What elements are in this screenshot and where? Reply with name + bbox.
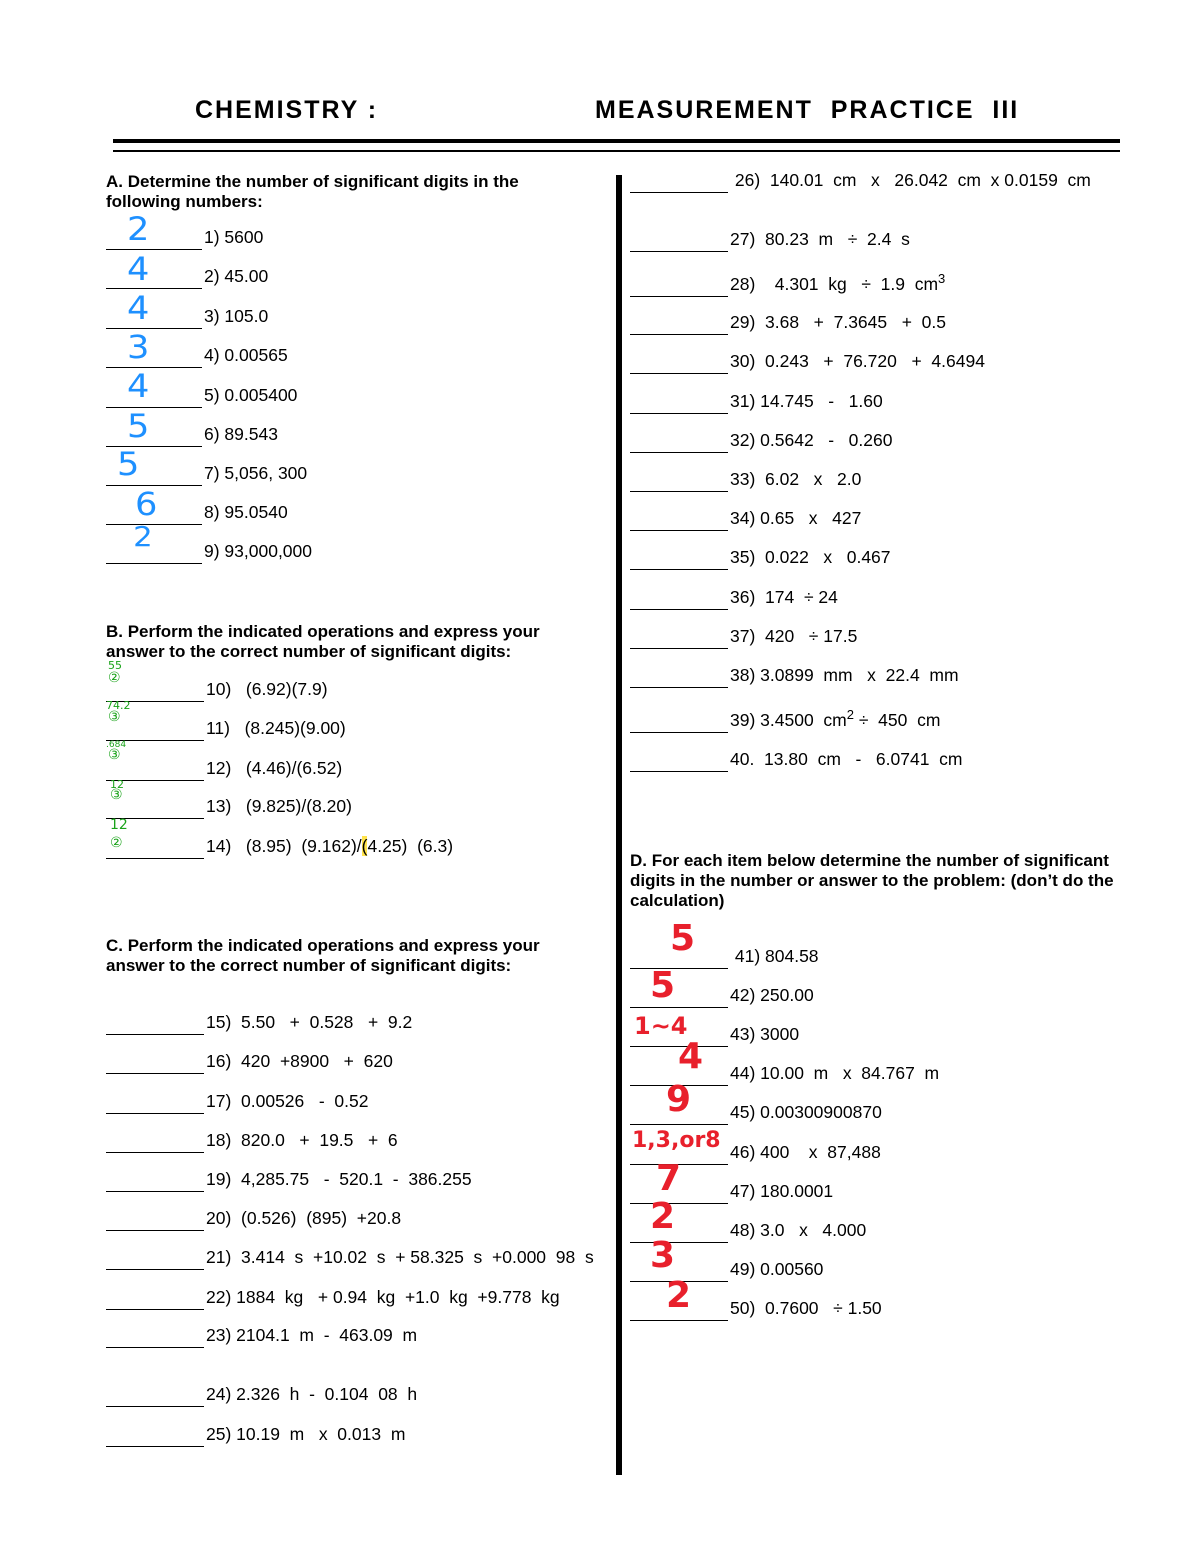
answer-blank[interactable] [106, 1329, 204, 1348]
problem-text: 47) 180.0001 [730, 1181, 834, 1201]
question-23 [106, 1322, 417, 1348]
question-27 [630, 226, 910, 252]
problem-text: 28) 4.301 kg ÷ 1.9 $cm^3$ [730, 271, 946, 294]
problem-text: 48) 3.0 x 4.000 [730, 1220, 867, 1240]
question-5 [106, 382, 297, 408]
problem-text: 37) 420 ÷ 17.5 [730, 626, 858, 646]
question-26 [630, 167, 1091, 193]
answer-blank[interactable] [106, 467, 202, 486]
handwritten-answer: 5 [650, 965, 676, 1006]
answer-blank[interactable] [630, 355, 728, 374]
answer-blank[interactable] [106, 1134, 204, 1153]
answer-blank[interactable] [106, 1212, 204, 1231]
problem-text: 44) 10.00 m x 84.767 m [730, 1063, 940, 1083]
problem-text: 39) 3.4500 $cm^2 \div 450$ cm [730, 707, 941, 730]
question-32 [630, 427, 892, 453]
section-a-heading: A. Determine the number of significant digits in the following numbers: [106, 172, 519, 211]
answer-blank[interactable] [630, 669, 728, 688]
section-d-heading: D. For each item below determine the number of significant digits in the number or answer to the problem: (don’t do the calculation) [630, 851, 1114, 910]
problem-text: 7) 5,056, 300 [204, 463, 308, 483]
answer-blank[interactable] [630, 989, 728, 1008]
question-7 [106, 460, 307, 486]
handwritten-answer: 4 [126, 367, 150, 405]
handwritten-answer: 2 [666, 1275, 692, 1316]
answer-blank[interactable] [630, 591, 728, 610]
question-25 [106, 1421, 405, 1447]
answer-blank[interactable] [630, 950, 728, 969]
answer-blank[interactable] [106, 428, 202, 447]
handwritten-note: 12 [110, 778, 124, 791]
handwritten-answer: 3 [126, 328, 150, 366]
question-35 [630, 544, 891, 570]
question-50 [630, 1295, 882, 1321]
problem-text: 11) (8.245)(9.00) [206, 718, 346, 738]
answer-blank[interactable] [630, 753, 728, 772]
problem-text: 49) 0.00560 [730, 1259, 824, 1279]
problem-text: 27) 80.23 m ÷ 2.4 s [730, 229, 910, 249]
header-rule-thick [113, 139, 1120, 143]
problem-text: 8) 95.0540 [204, 502, 288, 522]
problem-text: 14) (8.95) (9.162)/(4.25) (6.3) [206, 836, 454, 856]
handwritten-answer: 1~4 [634, 1012, 688, 1040]
problem-text: 4) 0.00565 [204, 345, 288, 365]
handwritten-answer: 4 [126, 289, 150, 327]
question-22 [106, 1284, 560, 1310]
handwritten-answer: 9 [666, 1079, 692, 1120]
question-6 [106, 421, 278, 447]
problem-text: 10) (6.92)(7.9) [206, 679, 328, 699]
answer-blank[interactable] [630, 714, 728, 733]
answer-blank[interactable] [106, 800, 204, 819]
question-37 [630, 623, 857, 649]
problem-text: 6) 89.543 [204, 424, 278, 444]
section-b-heading: B. Perform the indicated operations and express your answer to the correct number of significant digits: [106, 622, 540, 661]
question-43 [630, 1021, 799, 1047]
problem-text: 46) 400 x 87,488 [730, 1142, 881, 1162]
problem-text: 20) (0.526) (895) +20.8 [206, 1208, 402, 1228]
handwritten-answer: 4 [678, 1036, 704, 1077]
answer-blank[interactable] [106, 231, 202, 250]
answer-blank[interactable] [630, 512, 728, 531]
handwritten-answer: 6 [134, 485, 158, 523]
answer-blank[interactable] [106, 270, 202, 289]
answer-blank[interactable] [106, 683, 204, 702]
answer-blank[interactable] [630, 1067, 728, 1086]
question-49 [630, 1256, 823, 1282]
question-30 [630, 348, 985, 374]
question-8 [106, 499, 288, 525]
problem-text: 1) 5600 [204, 227, 264, 247]
answer-blank[interactable] [106, 1016, 204, 1035]
question-36 [630, 584, 838, 610]
question-47 [630, 1178, 833, 1204]
answer-blank[interactable] [630, 551, 728, 570]
problem-text: 45) 0.00300900870 [730, 1102, 882, 1122]
handwritten-answer: 5 [670, 918, 696, 959]
answer-blank[interactable] [106, 506, 202, 525]
problem-text: 17) 0.00526 - 0.52 [206, 1091, 369, 1111]
problem-text: 3) 105.0 [204, 306, 269, 326]
answer-blank[interactable] [630, 473, 728, 492]
question-28 [630, 271, 945, 297]
answer-blank[interactable] [106, 1428, 204, 1447]
problem-text: 34) 0.65 x 427 [730, 508, 862, 528]
worksheet-subject: CHEMISTRY : [195, 96, 379, 124]
handwritten-answer: 5 [126, 407, 150, 445]
answer-blank[interactable] [630, 233, 728, 252]
problem-text: 41) 804.58 [730, 946, 819, 966]
problem-text: 19) 4,285.75 - 520.1 - 386.255 [206, 1169, 472, 1189]
question-4 [106, 342, 288, 368]
question-14 [106, 833, 453, 859]
handwritten-answer: 5 [116, 445, 140, 483]
problem-text: 38) 3.0899 mm x 22.4 mm [730, 665, 959, 685]
answer-blank[interactable] [106, 722, 204, 741]
question-44 [630, 1060, 939, 1086]
problem-text: 9) 93,000,000 [204, 541, 313, 561]
question-15 [106, 1009, 412, 1035]
question-12 [106, 755, 342, 781]
problem-text: 29) 3.68 + 7.3645 + 0.5 [730, 312, 946, 332]
problem-text: 23) 2104.1 m - 463.09 m [206, 1325, 418, 1345]
answer-blank[interactable] [630, 1224, 728, 1243]
handwritten-answer: 2 [650, 1196, 676, 1237]
answer-blank[interactable] [106, 835, 204, 859]
question-46 [630, 1139, 881, 1165]
question-21 [106, 1244, 594, 1270]
handwritten-note: ③ [108, 747, 121, 763]
problem-text: 30) 0.243 + 76.720 + 4.6494 [730, 351, 985, 371]
answer-blank[interactable] [106, 310, 202, 329]
question-29 [630, 309, 946, 335]
question-42 [630, 982, 814, 1008]
handwritten-answer: 4 [126, 250, 150, 288]
handwritten-note: ② [110, 835, 123, 851]
handwritten-answer: 3 [650, 1235, 676, 1276]
question-2 [106, 263, 268, 289]
answer-blank[interactable] [106, 1251, 204, 1270]
answer-blank[interactable] [630, 1106, 728, 1125]
problem-text: 21) 3.414 s +10.02 s + 58.325 s +0.000 98 s [206, 1247, 594, 1267]
handwritten-note: .684 [106, 740, 127, 750]
problem-text: 50) 0.7600 ÷ 1.50 [730, 1298, 882, 1318]
question-39 [630, 707, 940, 733]
question-20 [106, 1205, 401, 1231]
question-3 [106, 303, 268, 329]
handwritten-answer: 2 [126, 210, 150, 248]
question-9 [106, 538, 312, 564]
answer-blank[interactable] [106, 349, 202, 368]
problem-text: 18) 820.0 + 19.5 + 6 [206, 1130, 398, 1150]
answer-blank[interactable] [630, 1302, 728, 1321]
problem-text: 32) 0.5642 - 0.260 [730, 430, 893, 450]
question-40 [630, 746, 962, 772]
problem-text: 36) 174 ÷ 24 [730, 587, 838, 607]
answer-blank[interactable] [106, 1055, 204, 1074]
answer-blank[interactable] [630, 395, 728, 414]
highlight-mark: ( [361, 836, 368, 856]
problem-text: 2) 45.00 [204, 266, 269, 286]
answer-blank[interactable] [106, 762, 204, 781]
problem-text: 16) 420 +8900 + 620 [206, 1051, 393, 1071]
question-19 [106, 1166, 472, 1192]
answer-blank[interactable] [630, 174, 728, 193]
answer-blank[interactable] [630, 1146, 728, 1165]
problem-text: 22) 1884 kg + 0.94 kg +1.0 kg +9.778 kg [206, 1287, 560, 1307]
problem-text: 13) (9.825)/(8.20) [206, 796, 352, 816]
question-13 [106, 793, 352, 819]
handwritten-note: 74.2 [106, 699, 131, 712]
handwritten-note: ③ [108, 709, 121, 725]
handwritten-answer: 1,3,or8 [632, 1128, 721, 1153]
problem-text: 26) 140.01 cm x 26.042 cm x 0.0159 cm [730, 170, 1091, 190]
answer-blank[interactable] [630, 316, 728, 335]
problem-text: 33) 6.02 x 2.0 [730, 469, 862, 489]
answer-blank[interactable] [630, 1028, 728, 1047]
problem-text: 35) 0.022 x 0.467 [730, 547, 891, 567]
handwritten-note: 12 [110, 817, 128, 833]
answer-blank[interactable] [630, 1185, 728, 1204]
problem-text: 42) 250.00 [730, 985, 814, 1005]
problem-text: 25) 10.19 m x 0.013 m [206, 1424, 406, 1444]
column-divider [616, 175, 622, 1475]
question-10 [106, 676, 328, 702]
handwritten-answer: 7 [656, 1158, 682, 1199]
problem-text: 5) 0.005400 [204, 385, 298, 405]
answer-blank[interactable] [106, 1173, 204, 1192]
handwritten-note: 55 [108, 659, 122, 672]
question-1 [106, 224, 263, 250]
problem-text: 43) 3000 [730, 1024, 800, 1044]
answer-blank[interactable] [106, 1095, 204, 1114]
handwritten-note: ③ [110, 787, 123, 803]
problem-text: 12) (4.46)/(6.52) [206, 758, 343, 778]
question-16 [106, 1048, 393, 1074]
question-41 [630, 943, 819, 969]
problem-text: 24) 2.326 h - 0.104 08 h [206, 1384, 418, 1404]
answer-blank[interactable] [106, 1291, 204, 1310]
question-11 [106, 715, 346, 741]
handwritten-note: ② [108, 670, 121, 686]
worksheet-title: MEASUREMENT PRACTICE III [595, 96, 1020, 124]
answer-blank[interactable] [630, 630, 728, 649]
question-33 [630, 466, 861, 492]
answer-blank[interactable] [630, 1263, 728, 1282]
question-24 [106, 1381, 417, 1407]
answer-blank[interactable] [106, 389, 202, 408]
question-18 [106, 1127, 398, 1153]
answer-blank[interactable] [630, 278, 728, 297]
problem-text: 31) 14.745 - 1.60 [730, 391, 883, 411]
answer-blank[interactable] [106, 545, 202, 564]
header-rule-thin [113, 150, 1120, 152]
answer-blank[interactable] [630, 434, 728, 453]
question-34 [630, 505, 861, 531]
problem-text: 15) 5.50 + 0.528 + 9.2 [206, 1012, 413, 1032]
question-17 [106, 1088, 368, 1114]
section-c-heading: C. Perform the indicated operations and express your answer to the correct number of significant digits: [106, 936, 540, 975]
question-48 [630, 1217, 866, 1243]
handwritten-answer: 2 [133, 520, 153, 553]
question-38 [630, 662, 959, 688]
question-31 [630, 388, 883, 414]
question-45 [630, 1099, 882, 1125]
answer-blank[interactable] [106, 1388, 204, 1407]
problem-text: 40. 13.80 cm - 6.0741 cm [730, 749, 963, 769]
